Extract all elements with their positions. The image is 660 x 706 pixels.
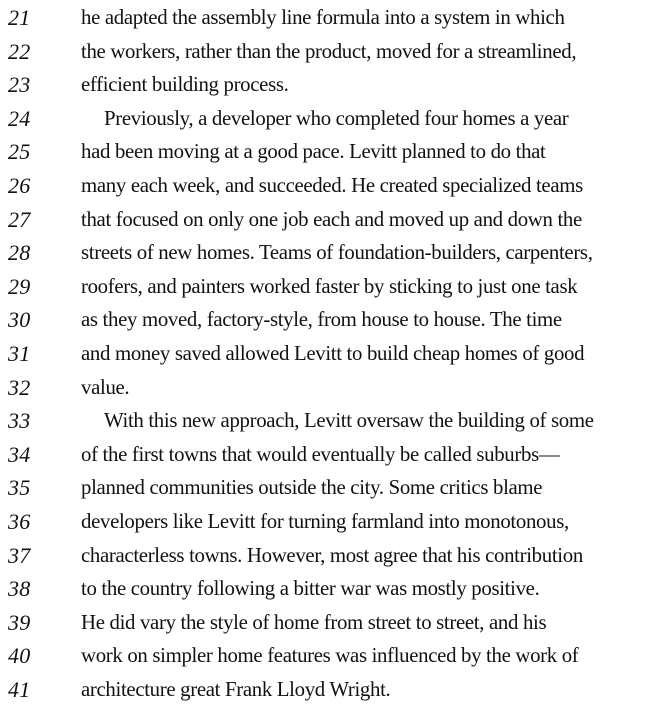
passage-line <box>0 35 660 69</box>
line-text: efficient building process. <box>81 72 289 97</box>
line-text: roofers, and painters worked faster by sticking to just one task <box>81 273 578 298</box>
line-text: the workers, rather than the product, moved for a streamlined, <box>81 38 577 63</box>
passage-line <box>0 270 660 304</box>
line-number: 22 <box>8 38 31 64</box>
line-text: He did vary the style of home from street to street, and his <box>81 609 547 634</box>
passage-line <box>0 1 660 35</box>
passage-line <box>0 471 660 505</box>
line-text: to the country following a bitter war was mostly positive. <box>81 576 540 601</box>
line-number: 25 <box>8 139 31 165</box>
line-number: 30 <box>8 307 31 333</box>
passage-line <box>0 68 660 102</box>
line-number: 41 <box>8 676 31 702</box>
line-text: had been moving at a good pace. Levitt planned to do that <box>81 139 546 164</box>
passage-line <box>0 371 660 405</box>
line-text: of the first towns that would eventually be called suburbs— <box>81 441 560 466</box>
line-number: 29 <box>8 273 31 299</box>
line-text: planned communities outside the city. Some critics blame <box>81 475 543 500</box>
passage-line <box>0 572 660 606</box>
passage-line <box>0 303 660 337</box>
line-number: 27 <box>8 206 31 232</box>
line-text: architecture great Frank Lloyd Wright. <box>81 676 391 701</box>
line-number: 31 <box>8 340 31 366</box>
line-number: 36 <box>8 508 31 534</box>
line-text: as they moved, factory-style, from house to house. The time <box>81 307 562 332</box>
line-number: 26 <box>8 172 31 198</box>
line-number: 21 <box>8 5 31 30</box>
passage-line <box>0 102 660 136</box>
line-number: 24 <box>8 105 31 131</box>
line-number: 34 <box>8 441 31 467</box>
line-number: 39 <box>8 609 31 635</box>
line-number: 38 <box>8 576 31 602</box>
passage-line <box>0 673 660 706</box>
passage-line <box>0 135 660 169</box>
line-text: work on simpler home features was influenced by the work of <box>81 643 579 668</box>
line-text: many each week, and succeeded. He created specialized teams <box>81 172 583 197</box>
line-number: 37 <box>8 542 31 568</box>
passage-line <box>0 404 660 438</box>
line-text: and money saved allowed Levitt to build cheap homes of good <box>81 340 585 365</box>
line-text: he adapted the assembly line formula into a system in which <box>81 5 565 29</box>
line-number: 23 <box>8 72 31 98</box>
line-text: With this new approach, Levitt oversaw the building of some <box>104 408 594 433</box>
passage-line <box>0 505 660 539</box>
passage-line <box>0 438 660 472</box>
line-text: value. <box>81 374 130 399</box>
passage-line <box>0 337 660 371</box>
passage-line <box>0 236 660 270</box>
line-text: developers like Levitt for turning farmland into monotonous, <box>81 508 569 533</box>
line-number: 32 <box>8 374 31 400</box>
line-text: Previously, a developer who completed four homes a year <box>104 105 569 130</box>
line-text: characterless towns. However, most agree that his contribution <box>81 542 583 567</box>
passage-line <box>0 539 660 573</box>
line-text: that focused on only one job each and moved up and down the <box>81 206 582 231</box>
passage-line <box>0 169 660 203</box>
line-number: 40 <box>8 643 31 669</box>
line-text: streets of new homes. Teams of foundation-builders, carpenters, <box>81 240 593 265</box>
passage-line <box>0 203 660 237</box>
passage-line <box>0 606 660 640</box>
passage-line <box>0 639 660 673</box>
line-number: 35 <box>8 475 31 501</box>
line-number: 33 <box>8 408 31 434</box>
line-number: 28 <box>8 240 31 266</box>
